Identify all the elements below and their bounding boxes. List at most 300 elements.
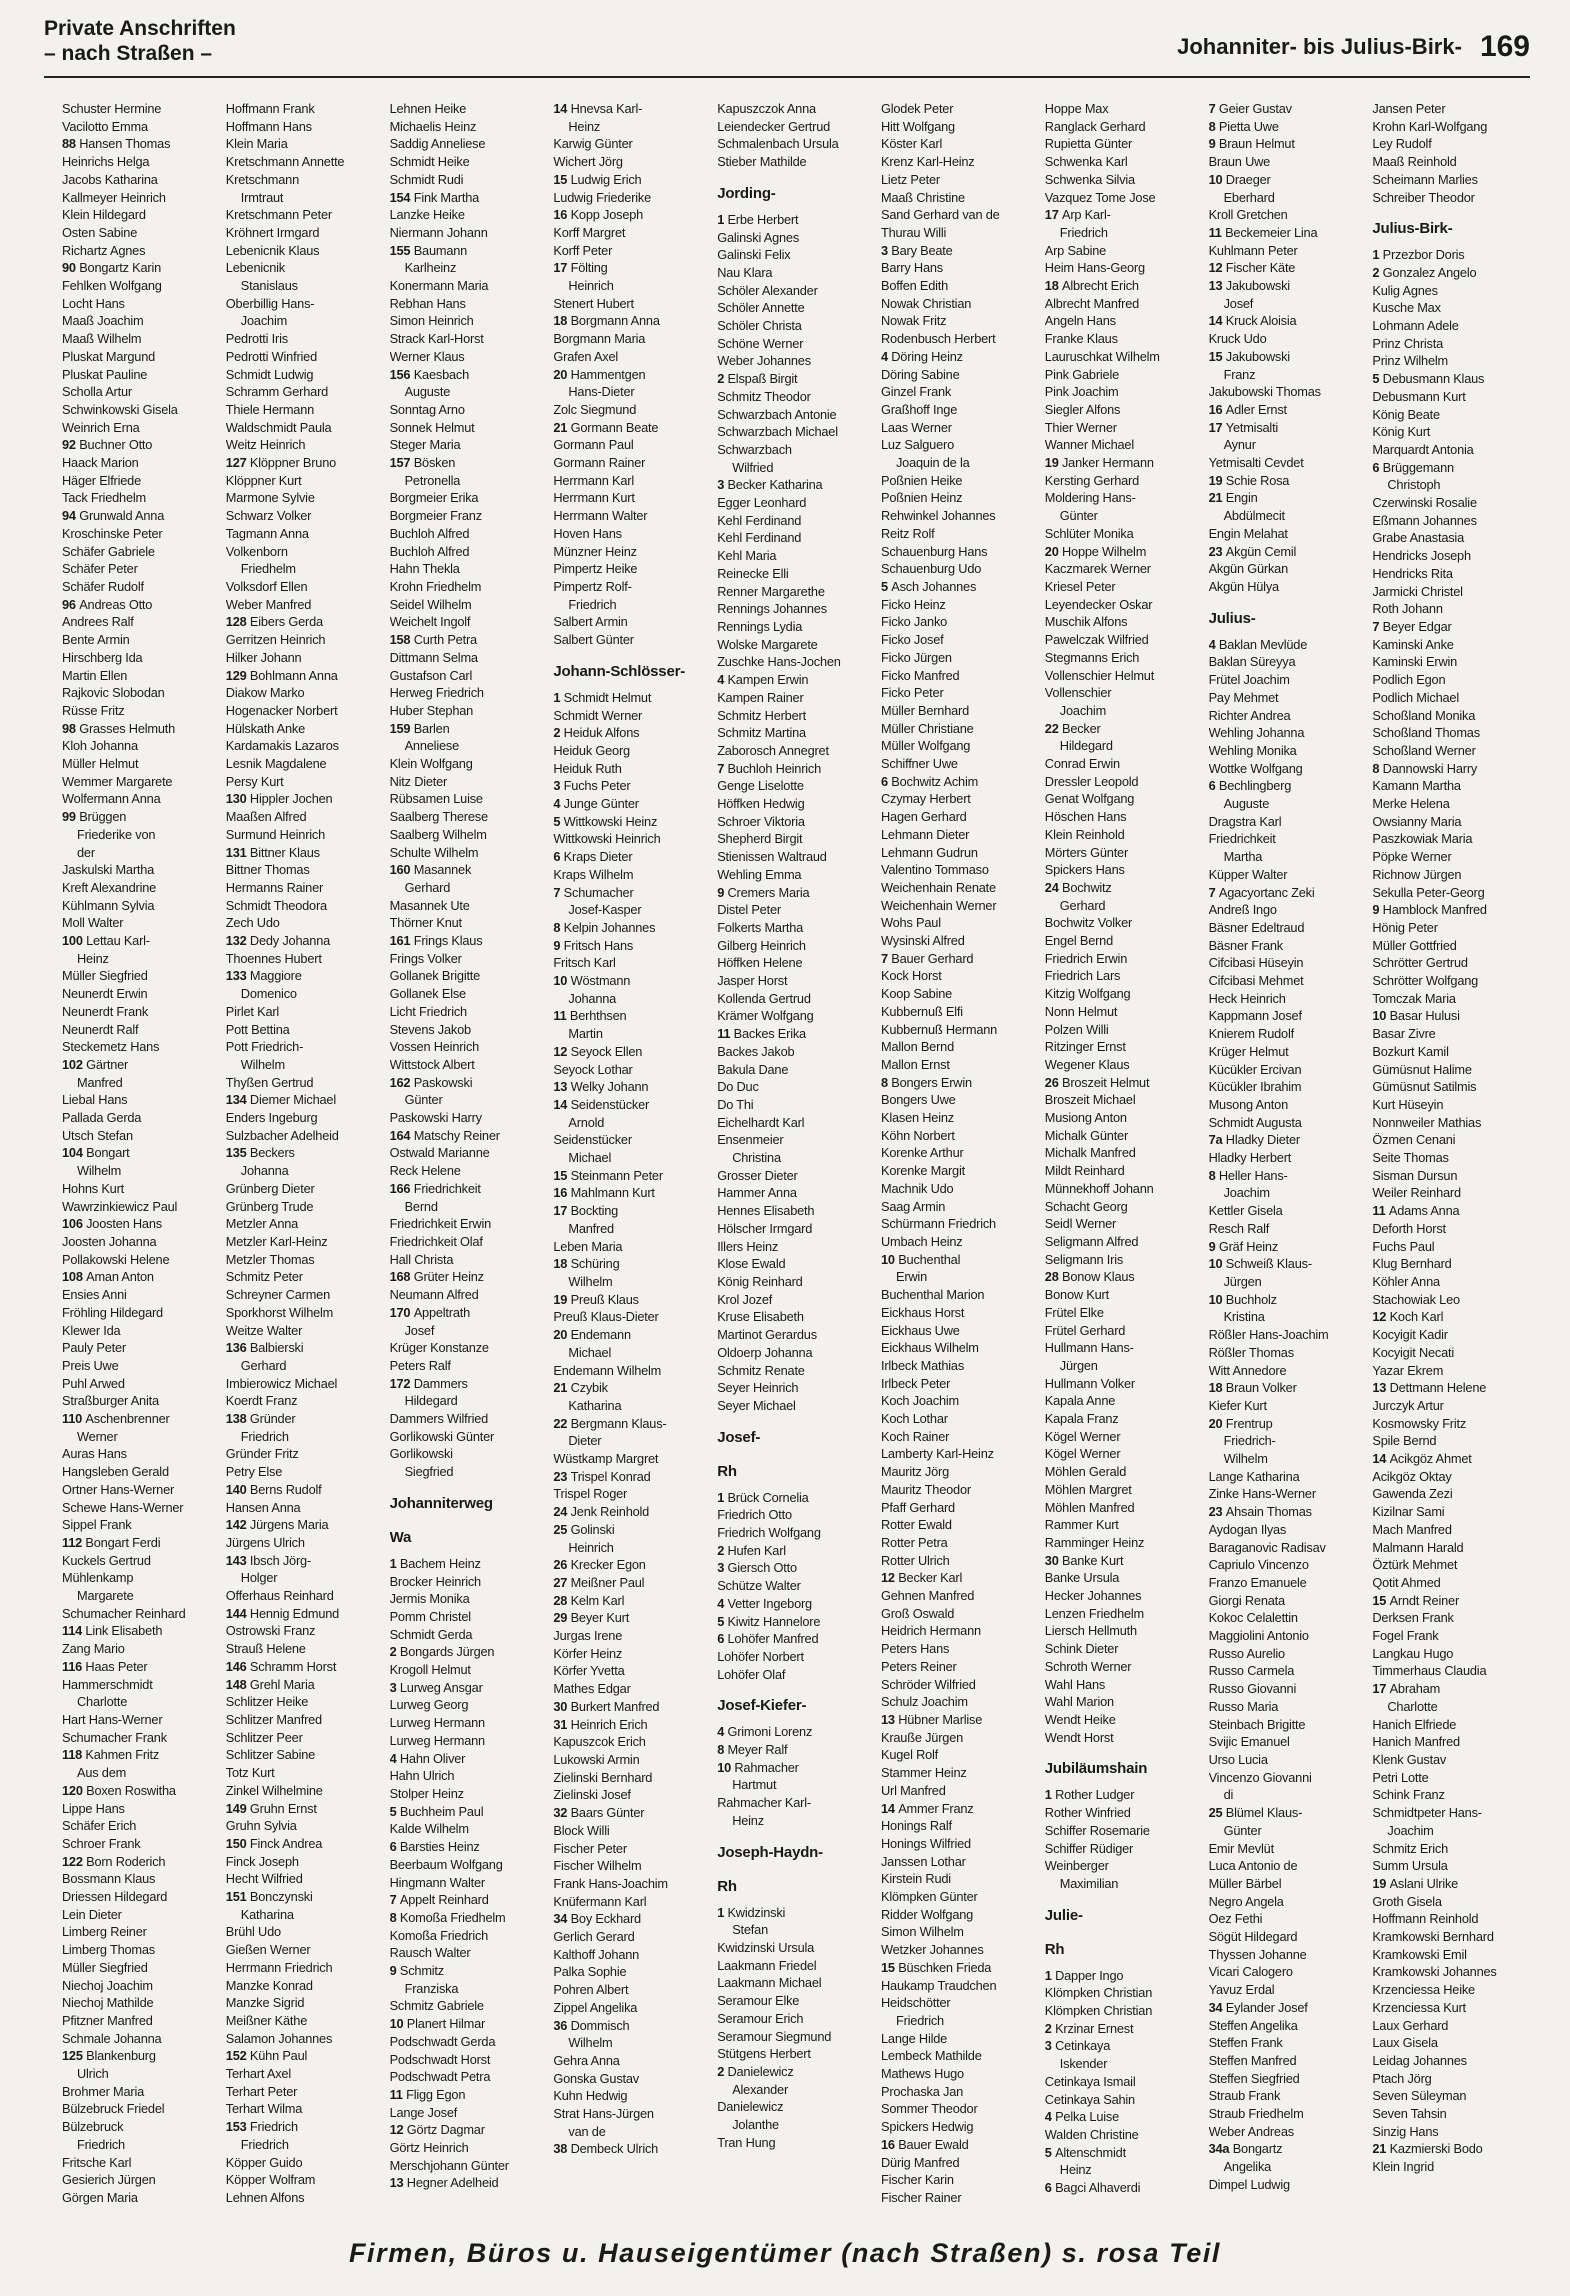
resident-entry: Backes Jakob: [717, 1043, 795, 1059]
resident-entry: Korenke Arthur: [880, 1145, 964, 1161]
resident-entry: 18 Albrecht Erich: [1044, 278, 1139, 294]
resident-entry: Kapala Franz: [1044, 1411, 1119, 1427]
resident-entry: 10 Schweiß Klaus-: [1208, 1256, 1312, 1272]
resident-entry: Lebenicnik Klaus: [225, 242, 320, 258]
resident-entry: 20 Frentrup: [1208, 1415, 1273, 1431]
resident-entry: Saag Armin: [880, 1198, 946, 1214]
resident-entry: Lehmann Gudrun: [880, 844, 978, 860]
resident-entry: 25 Blümel Klaus-: [1208, 1805, 1303, 1821]
resident-entry: Illers Heinz: [717, 1238, 779, 1254]
resident-entry: Albrecht Manfred: [1044, 295, 1140, 311]
directory-column: [717, 100, 881, 2222]
resident-entry: Laakmann Michael: [717, 1975, 822, 1991]
resident-entry: Steffen Angelika: [1208, 2017, 1298, 2033]
resident-entry: Summ Ursula: [1372, 1858, 1448, 1874]
resident-entry: Jermis Monika: [389, 1591, 470, 1607]
resident-entry: Groß Oswald: [880, 1605, 955, 1621]
resident-entry: 102 Gärtner: [62, 1056, 129, 1072]
resident-entry: 14 Acikgöz Ahmet: [1372, 1451, 1472, 1467]
resident-entry: Münzner Heinz: [553, 543, 637, 559]
resident-entry: 2 Heiduk Alfons: [553, 725, 640, 741]
resident-entry: Pfaff Gerhard: [880, 1499, 955, 1515]
resident-entry: Richter Andrea: [1208, 707, 1291, 723]
resident-entry: 114 Link Elisabeth: [62, 1623, 163, 1639]
resident-entry: 22 Becker: [1044, 720, 1101, 736]
resident-entry: Kehl Ferdinand: [717, 512, 802, 528]
resident-entry: Möhlen Gerald: [1044, 1464, 1127, 1480]
resident-entry: 92 Buchner Otto: [62, 437, 153, 453]
resident-entry: Aydogan Ilyas: [1208, 1521, 1287, 1537]
resident-entry: Rammer Kurt: [1044, 1517, 1119, 1533]
resident-entry: 104 Bongart: [62, 1145, 130, 1161]
resident-entry: Niechoj Mathilde: [62, 1995, 154, 2011]
resident-entry: Schmitz Renate: [717, 1362, 805, 1378]
resident-entry: Nonnweiler Mathias: [1372, 1114, 1482, 1130]
resident-entry: Stütgens Herbert: [717, 2046, 811, 2062]
entry-continuation: Werner: [77, 1428, 118, 1444]
resident-entry: Frütel Gerhard: [1044, 1322, 1126, 1338]
resident-entry: Klömpken Christian: [1044, 2003, 1153, 2019]
entry-continuation: Heinrich: [568, 278, 614, 294]
resident-entry: Schiffer Rüdiger: [1044, 1840, 1134, 1856]
resident-entry: Sekulla Peter-Georg: [1372, 884, 1485, 900]
house-number: 7: [880, 950, 892, 966]
resident-entry: Wohs Paul: [880, 915, 941, 931]
section-subtitle: – nach Straßen –: [44, 42, 213, 65]
resident-entry: Kaminski Anke: [1372, 636, 1454, 652]
resident-entry: 17 Fölting: [553, 260, 608, 276]
resident-entry: Buchloh Alfred: [389, 525, 470, 541]
house-number: 114: [62, 1623, 86, 1639]
resident-entry: Wendt Horst: [1044, 1729, 1114, 1745]
resident-entry: Kruse Elisabeth: [717, 1309, 804, 1325]
resident-entry: Sommer Theodor: [880, 2101, 978, 2117]
resident-entry: Sippel Frank: [62, 1517, 132, 1533]
resident-entry: Marmone Sylvie: [225, 490, 315, 506]
resident-entry: Seidel Wilhelm: [389, 596, 472, 612]
resident-entry: Pirlet Karl: [225, 1003, 280, 1019]
resident-entry: Dimpel Ludwig: [1208, 2176, 1290, 2192]
resident-entry: Schmidt Rudi: [389, 171, 464, 187]
house-number: 30: [553, 1698, 571, 1714]
house-number: 8: [880, 1074, 892, 1090]
resident-entry: 34 Eylander Josef: [1208, 1999, 1308, 2015]
resident-entry: 155 Baumann: [389, 242, 468, 258]
resident-entry: Metzler Anna: [225, 1216, 299, 1232]
resident-entry: Friedrich Wolfgang: [717, 1525, 821, 1541]
house-number: 2: [717, 1542, 728, 1558]
resident-entry: Gießen Werner: [225, 1942, 311, 1958]
house-number: 5: [1044, 2144, 1056, 2160]
resident-entry: Wittkowski Heinrich: [553, 831, 661, 847]
resident-entry: 31 Heinrich Erich: [553, 1716, 648, 1732]
resident-entry: 166 Friedrichkeit: [389, 1180, 481, 1196]
resident-entry: 11 Adams Anna: [1372, 1203, 1460, 1219]
resident-entry: Liersch Hellmuth: [1044, 1623, 1137, 1639]
resident-entry: 6 Bochwitz Achim: [880, 773, 979, 789]
house-number: 12: [1208, 260, 1226, 276]
resident-entry: Hahn Ulrich: [389, 1768, 455, 1784]
resident-entry: Haack Marion: [62, 455, 139, 471]
resident-entry: Capriulo Vincenzo: [1208, 1557, 1309, 1573]
resident-entry: Hammer Anna: [717, 1185, 797, 1201]
resident-entry: Locht Hans: [62, 295, 125, 311]
resident-entry: Lukowski Armin: [553, 1751, 640, 1767]
resident-entry: 16 Adler Ernst: [1208, 401, 1287, 417]
entry-continuation: Wilhelm: [77, 1163, 122, 1179]
resident-entry: Wottke Wolfgang: [1208, 760, 1303, 776]
resident-entry: Hoppe Max: [1044, 101, 1109, 116]
resident-entry: Kreft Alexandrine: [62, 879, 157, 895]
resident-entry: Görgen Maria: [62, 2189, 138, 2205]
entry-continuation: Wilhelm: [1223, 1451, 1268, 1467]
entry-continuation: Jürgen: [1223, 1274, 1262, 1289]
house-number: 131: [225, 844, 250, 860]
resident-entry: Klug Bernhard: [1372, 1256, 1452, 1272]
house-number: 15: [553, 1167, 571, 1183]
house-number: 140: [225, 1481, 250, 1497]
entry-continuation: Angelika: [1223, 2159, 1272, 2175]
resident-entry: Kampen Rainer: [717, 689, 804, 705]
entry-continuation: Aus dem: [77, 1765, 127, 1781]
resident-entry: Hoven Hans: [553, 525, 622, 541]
resident-entry: Hanich Elfriede: [1372, 1716, 1457, 1732]
resident-entry: 10 Basar Hulusi: [1372, 1008, 1460, 1024]
entry-continuation: Heinrich: [568, 1539, 614, 1555]
resident-entry: Schmidt Augusta: [1208, 1114, 1302, 1130]
entry-continuation: Heinz: [77, 950, 109, 966]
resident-entry: Vossen Heinrich: [389, 1039, 480, 1055]
resident-entry: Schmitz Erich: [1372, 1840, 1448, 1856]
house-number: 128: [225, 614, 250, 630]
resident-entry: Brühl Udo: [225, 1924, 281, 1940]
resident-entry: Kokoc Celalettin: [1208, 1610, 1298, 1626]
resident-entry: Schreiber Theodor: [1372, 189, 1475, 205]
house-number: 2: [553, 725, 564, 741]
resident-entry: Herrmann Karl: [553, 472, 634, 488]
resident-entry: 88 Hansen Thomas: [62, 136, 171, 152]
resident-entry: Mathes Edgar: [553, 1681, 631, 1697]
resident-entry: 22 Bergmann Klaus-: [553, 1415, 667, 1431]
resident-entry: 9 Cremers Maria: [717, 884, 810, 900]
resident-entry: Klein Reinhold: [1044, 826, 1125, 842]
house-number: 6: [717, 1631, 728, 1647]
resident-entry: 16 Bauer Ewald: [880, 2136, 969, 2152]
resident-entry: Mauritz Jörg: [880, 1464, 949, 1480]
resident-entry: Bakula Dane: [717, 1061, 789, 1077]
house-number: 136: [225, 1340, 250, 1356]
entry-continuation: Auguste: [404, 384, 451, 400]
resident-entry: Thier Werner: [1044, 419, 1117, 435]
street-heading: Rh: [717, 1462, 737, 1480]
resident-entry: Martinot Gerardus: [717, 1327, 817, 1343]
entry-continuation: Manfred: [77, 1074, 123, 1090]
resident-entry: 7 Buchloh Heinrich: [717, 760, 822, 776]
resident-entry: Ensies Anni: [62, 1287, 127, 1303]
house-number: 19: [553, 1291, 571, 1307]
resident-entry: Enders Ingeburg: [225, 1110, 318, 1126]
resident-entry: Rübsamen Luise: [389, 791, 483, 807]
entry-continuation: Christoph: [1387, 477, 1441, 493]
section-header: [44, 16, 236, 66]
house-number: 30: [1044, 1552, 1062, 1568]
resident-entry: Borgmeier Erika: [389, 490, 479, 506]
resident-entry: Pay Mehmet: [1208, 689, 1279, 705]
resident-entry: Gehnen Manfred: [880, 1588, 975, 1604]
resident-entry: Mühlenkamp: [62, 1570, 134, 1586]
entry-continuation: Katharina: [568, 1397, 622, 1413]
resident-entry: Sögüt Hildegard: [1208, 1929, 1298, 1945]
resident-entry: Rotter Ewald: [880, 1517, 952, 1533]
street-heading: Joseph-Haydn-: [717, 1843, 823, 1861]
resident-entry: Jurczyk Artur: [1372, 1397, 1444, 1413]
resident-entry: Ficko Heinz: [880, 596, 946, 612]
house-number: 17: [553, 260, 571, 276]
resident-entry: Ptach Jörg: [1372, 2070, 1432, 2086]
house-number: 96: [62, 596, 80, 612]
resident-entry: Laas Werner: [880, 419, 952, 435]
resident-entry: 131 Bittner Klaus: [225, 844, 320, 860]
house-number: 15: [553, 171, 571, 187]
resident-entry: 11 Fligg Egon: [389, 2086, 466, 2102]
resident-entry: Gehra Anna: [553, 2052, 620, 2068]
resident-entry: Weitz Heinrich: [225, 437, 306, 453]
resident-entry: 20 Hoppe Wilhelm: [1044, 543, 1147, 559]
resident-entry: Wehling Monika: [1208, 742, 1297, 758]
house-number: 94: [62, 508, 80, 524]
resident-entry: Langkau Hugo: [1372, 1645, 1454, 1661]
entry-continuation: Karlheinz: [404, 260, 457, 276]
resident-entry: Peters Hans: [880, 1641, 950, 1657]
resident-entry: Schmitz Peter: [225, 1269, 303, 1285]
resident-entry: Jasper Horst: [717, 973, 788, 989]
resident-entry: 30 Banke Kurt: [1044, 1552, 1124, 1568]
entry-continuation: Arnold: [568, 1114, 605, 1130]
resident-entry: Schäfer Rudolf: [62, 578, 144, 594]
resident-entry: Krauße Jürgen: [880, 1729, 964, 1745]
resident-entry: Straub Frank: [1208, 2088, 1281, 2104]
resident-entry: Pauly Peter: [62, 1340, 126, 1356]
house-number: 160: [389, 862, 414, 878]
resident-entry: 6 Kraps Dieter: [553, 849, 633, 865]
house-number: 32: [553, 1805, 571, 1821]
entry-continuation: Joachim: [1387, 1822, 1434, 1838]
resident-entry: 21 Gormann Beate: [553, 419, 659, 435]
resident-entry: Lohmann Adele: [1372, 318, 1459, 334]
house-number: 158: [389, 632, 414, 648]
house-number: 14: [553, 1096, 571, 1112]
resident-entry: Petry Else: [225, 1464, 283, 1480]
resident-entry: Ficko Janko: [880, 614, 948, 630]
house-number: 88: [62, 136, 80, 152]
resident-entry: Klasen Heinz: [880, 1110, 954, 1126]
resident-entry: 16 Mahlmann Kurt: [553, 1185, 655, 1201]
resident-entry: Driessen Hildegard: [62, 1889, 168, 1905]
house-number: 22: [1044, 720, 1062, 736]
resident-entry: Eickhaus Uwe: [880, 1322, 960, 1338]
resident-entry: 36 Dommisch: [553, 2017, 630, 2033]
resident-entry: Maaß Joachim: [62, 313, 144, 329]
resident-entry: Bossmann Klaus: [62, 1871, 156, 1887]
house-number: 134: [225, 1092, 250, 1108]
house-number: 164: [389, 1127, 414, 1143]
resident-entry: Kuhlmann Peter: [1208, 242, 1298, 258]
street-heading: Josef-: [717, 1428, 761, 1446]
house-number: 6: [880, 773, 892, 789]
entry-continuation: Maximilian: [1059, 1875, 1119, 1891]
resident-entry: Schoßland Werner: [1372, 742, 1476, 758]
resident-entry: Kettler Gisela: [1208, 1203, 1283, 1219]
resident-entry: Gümüsnut Satilmis: [1372, 1079, 1477, 1095]
house-number: 20: [553, 366, 571, 382]
resident-entry: 142 Jürgens Maria: [225, 1517, 329, 1533]
resident-entry: Kocyigit Kadir: [1372, 1327, 1448, 1343]
resident-entry: 151 Bonczynski: [225, 1889, 313, 1905]
resident-entry: Terhart Wilma: [225, 2101, 303, 2117]
resident-entry: 15 Steinmann Peter: [553, 1167, 663, 1183]
house-number: 21: [1372, 2141, 1390, 2157]
entry-continuation: Jolanthe: [732, 2117, 779, 2133]
resident-entry: 5 Wittkowski Heinz: [553, 813, 658, 829]
resident-entry: Schiffer Rosemarie: [1044, 1822, 1150, 1838]
entry-continuation: Martin: [568, 1026, 603, 1042]
resident-entry: Möhlen Manfred: [1044, 1499, 1135, 1515]
resident-entry: Zippel Angelika: [553, 1999, 638, 2015]
resident-entry: Knierem Rudolf: [1208, 1026, 1294, 1042]
resident-entry: Fischer Peter: [553, 1840, 627, 1856]
resident-entry: 6 Lohöfer Manfred: [717, 1631, 819, 1647]
resident-entry: Machnik Udo: [880, 1180, 954, 1196]
resident-entry: 19 Schie Rosa: [1208, 472, 1290, 488]
header-rule: [44, 76, 1530, 78]
resident-entry: Kruck Udo: [1208, 331, 1267, 347]
resident-entry: Schauenburg Hans: [880, 543, 988, 559]
resident-entry: Kröhnert Irmgard: [225, 224, 320, 240]
resident-entry: Schütze Walter: [717, 1578, 801, 1594]
resident-entry: Heiduk Ruth: [553, 760, 622, 776]
resident-entry: 18 Borgmann Anna: [553, 313, 660, 329]
resident-entry: Pollakowski Helene: [62, 1251, 170, 1267]
resident-entry: Neunerdt Frank: [62, 1003, 149, 1019]
resident-entry: Ludwig Friederike: [553, 189, 651, 205]
resident-entry: Seyer Heinrich: [717, 1380, 799, 1396]
resident-entry: Schumacher Reinhard: [62, 1605, 186, 1621]
entry-continuation: Wilhelm: [240, 1056, 285, 1072]
resident-entry: Schauenburg Udo: [880, 561, 982, 577]
resident-entry: Reck Helene: [389, 1163, 461, 1179]
resident-entry: Groth Gisela: [1372, 1893, 1442, 1909]
resident-entry: Seramour Elke: [717, 1993, 800, 2009]
resident-entry: Honings Ralf: [880, 1818, 952, 1834]
entry-continuation: Johanna: [568, 990, 617, 1006]
resident-entry: Strauß Helene: [225, 1641, 306, 1657]
resident-entry: Kriesel Peter: [1044, 578, 1116, 594]
resident-entry: 12 Görtz Dagmar: [389, 2122, 485, 2138]
resident-entry: Wanner Michael: [1044, 437, 1134, 453]
resident-entry: 4 Kampen Erwin: [717, 672, 809, 688]
resident-entry: Häger Elfriede: [62, 472, 141, 488]
resident-entry: Negro Angela: [1208, 1893, 1284, 1909]
resident-entry: 7 Schumacher: [553, 884, 634, 900]
resident-entry: Engin Melahat: [1208, 525, 1288, 541]
resident-entry: Kitzig Wolfgang: [1044, 986, 1131, 1002]
resident-entry: Stenert Hubert: [553, 295, 634, 311]
resident-entry: Buchenthal Marion: [880, 1287, 985, 1303]
resident-entry: 10 Buchholz: [1208, 1291, 1277, 1307]
resident-entry: Egger Leonhard: [717, 495, 807, 511]
entry-continuation: Iskender: [1059, 2056, 1108, 2072]
resident-entry: 172 Dammers: [389, 1375, 468, 1391]
resident-entry: 144 Hennig Edmund: [225, 1605, 340, 1621]
house-number: 90: [62, 260, 80, 276]
resident-entry: Schäfer Gabriele: [62, 543, 155, 559]
resident-entry: Kosmowsky Fritz: [1372, 1415, 1467, 1431]
resident-entry: Schmidt Theodora: [225, 897, 327, 913]
house-number: 1: [717, 1489, 728, 1505]
resident-entry: Lohöfer Olaf: [717, 1666, 786, 1682]
resident-entry: Gustafson Carl: [389, 667, 473, 683]
resident-entry: Zaborosch Annegret: [717, 742, 829, 758]
resident-entry: Jansen Peter: [1372, 101, 1446, 116]
resident-entry: Limberg Thomas: [62, 1942, 155, 1958]
resident-entry: Köhn Norbert: [880, 1127, 955, 1143]
resident-entry: 34a Bongartz: [1208, 2141, 1283, 2157]
resident-entry: Schwarzbach: [717, 441, 792, 457]
house-number: 132: [225, 933, 250, 949]
house-number: 100: [62, 933, 87, 949]
resident-entry: Oldoerp Johanna: [717, 1344, 813, 1360]
resident-entry: 23 Trispel Konrad: [553, 1468, 651, 1484]
resident-entry: Kramkowski Bernhard: [1372, 1929, 1494, 1945]
resident-entry: Wysinski Alfred: [880, 933, 965, 949]
resident-entry: Kroll Gretchen: [1208, 207, 1288, 223]
resident-entry: 8 Kelpin Johannes: [553, 919, 656, 935]
resident-entry: Klein Wolfgang: [389, 756, 473, 772]
resident-entry: Heidrich Hermann: [880, 1623, 981, 1639]
resident-entry: Höffken Hedwig: [717, 796, 805, 812]
resident-entry: 9 Gräf Heinz: [1208, 1238, 1279, 1254]
resident-entry: 25 Golinski: [553, 1521, 615, 1537]
resident-entry: Schewe Hans-Werner: [62, 1499, 184, 1515]
resident-entry: Kraps Wilhelm: [553, 866, 634, 882]
house-number: 151: [225, 1889, 250, 1905]
resident-entry: 10 Planert Hilmar: [389, 2016, 486, 2032]
resident-entry: Sulzbacher Adelheid: [225, 1127, 339, 1143]
house-number: 13: [880, 1711, 899, 1727]
resident-entry: Fuchs Paul: [1372, 1238, 1435, 1254]
resident-entry: Endemann Wilhelm: [553, 1362, 662, 1378]
resident-entry: Thoennes Hubert: [225, 950, 322, 966]
resident-entry: Nitz Dieter: [389, 773, 448, 789]
resident-entry: Michalk Manfred: [1044, 1145, 1136, 1161]
resident-entry: Kizilnar Sami: [1372, 1504, 1445, 1520]
resident-entry: Haukamp Traudchen: [880, 1977, 997, 1993]
resident-entry: Pluskat Pauline: [62, 366, 148, 382]
house-number: 10: [1208, 1291, 1226, 1307]
house-number: 31: [553, 1716, 571, 1732]
entry-continuation: Erwin: [895, 1269, 927, 1285]
resident-entry: Poßnien Heinz: [880, 490, 963, 506]
house-number: 7: [1372, 618, 1383, 634]
resident-entry: Licht Friedrich: [389, 1003, 467, 1019]
resident-entry: 2 Hufen Karl: [717, 1542, 786, 1558]
house-number: 6: [1044, 2180, 1056, 2196]
resident-entry: Jurgas Irene: [553, 1628, 623, 1644]
resident-entry: Kroschinske Peter: [62, 525, 163, 541]
resident-entry: Huber Stephan: [389, 702, 474, 718]
resident-entry: Maggiolini Antonio: [1208, 1628, 1309, 1644]
house-number: 11: [1208, 224, 1226, 240]
